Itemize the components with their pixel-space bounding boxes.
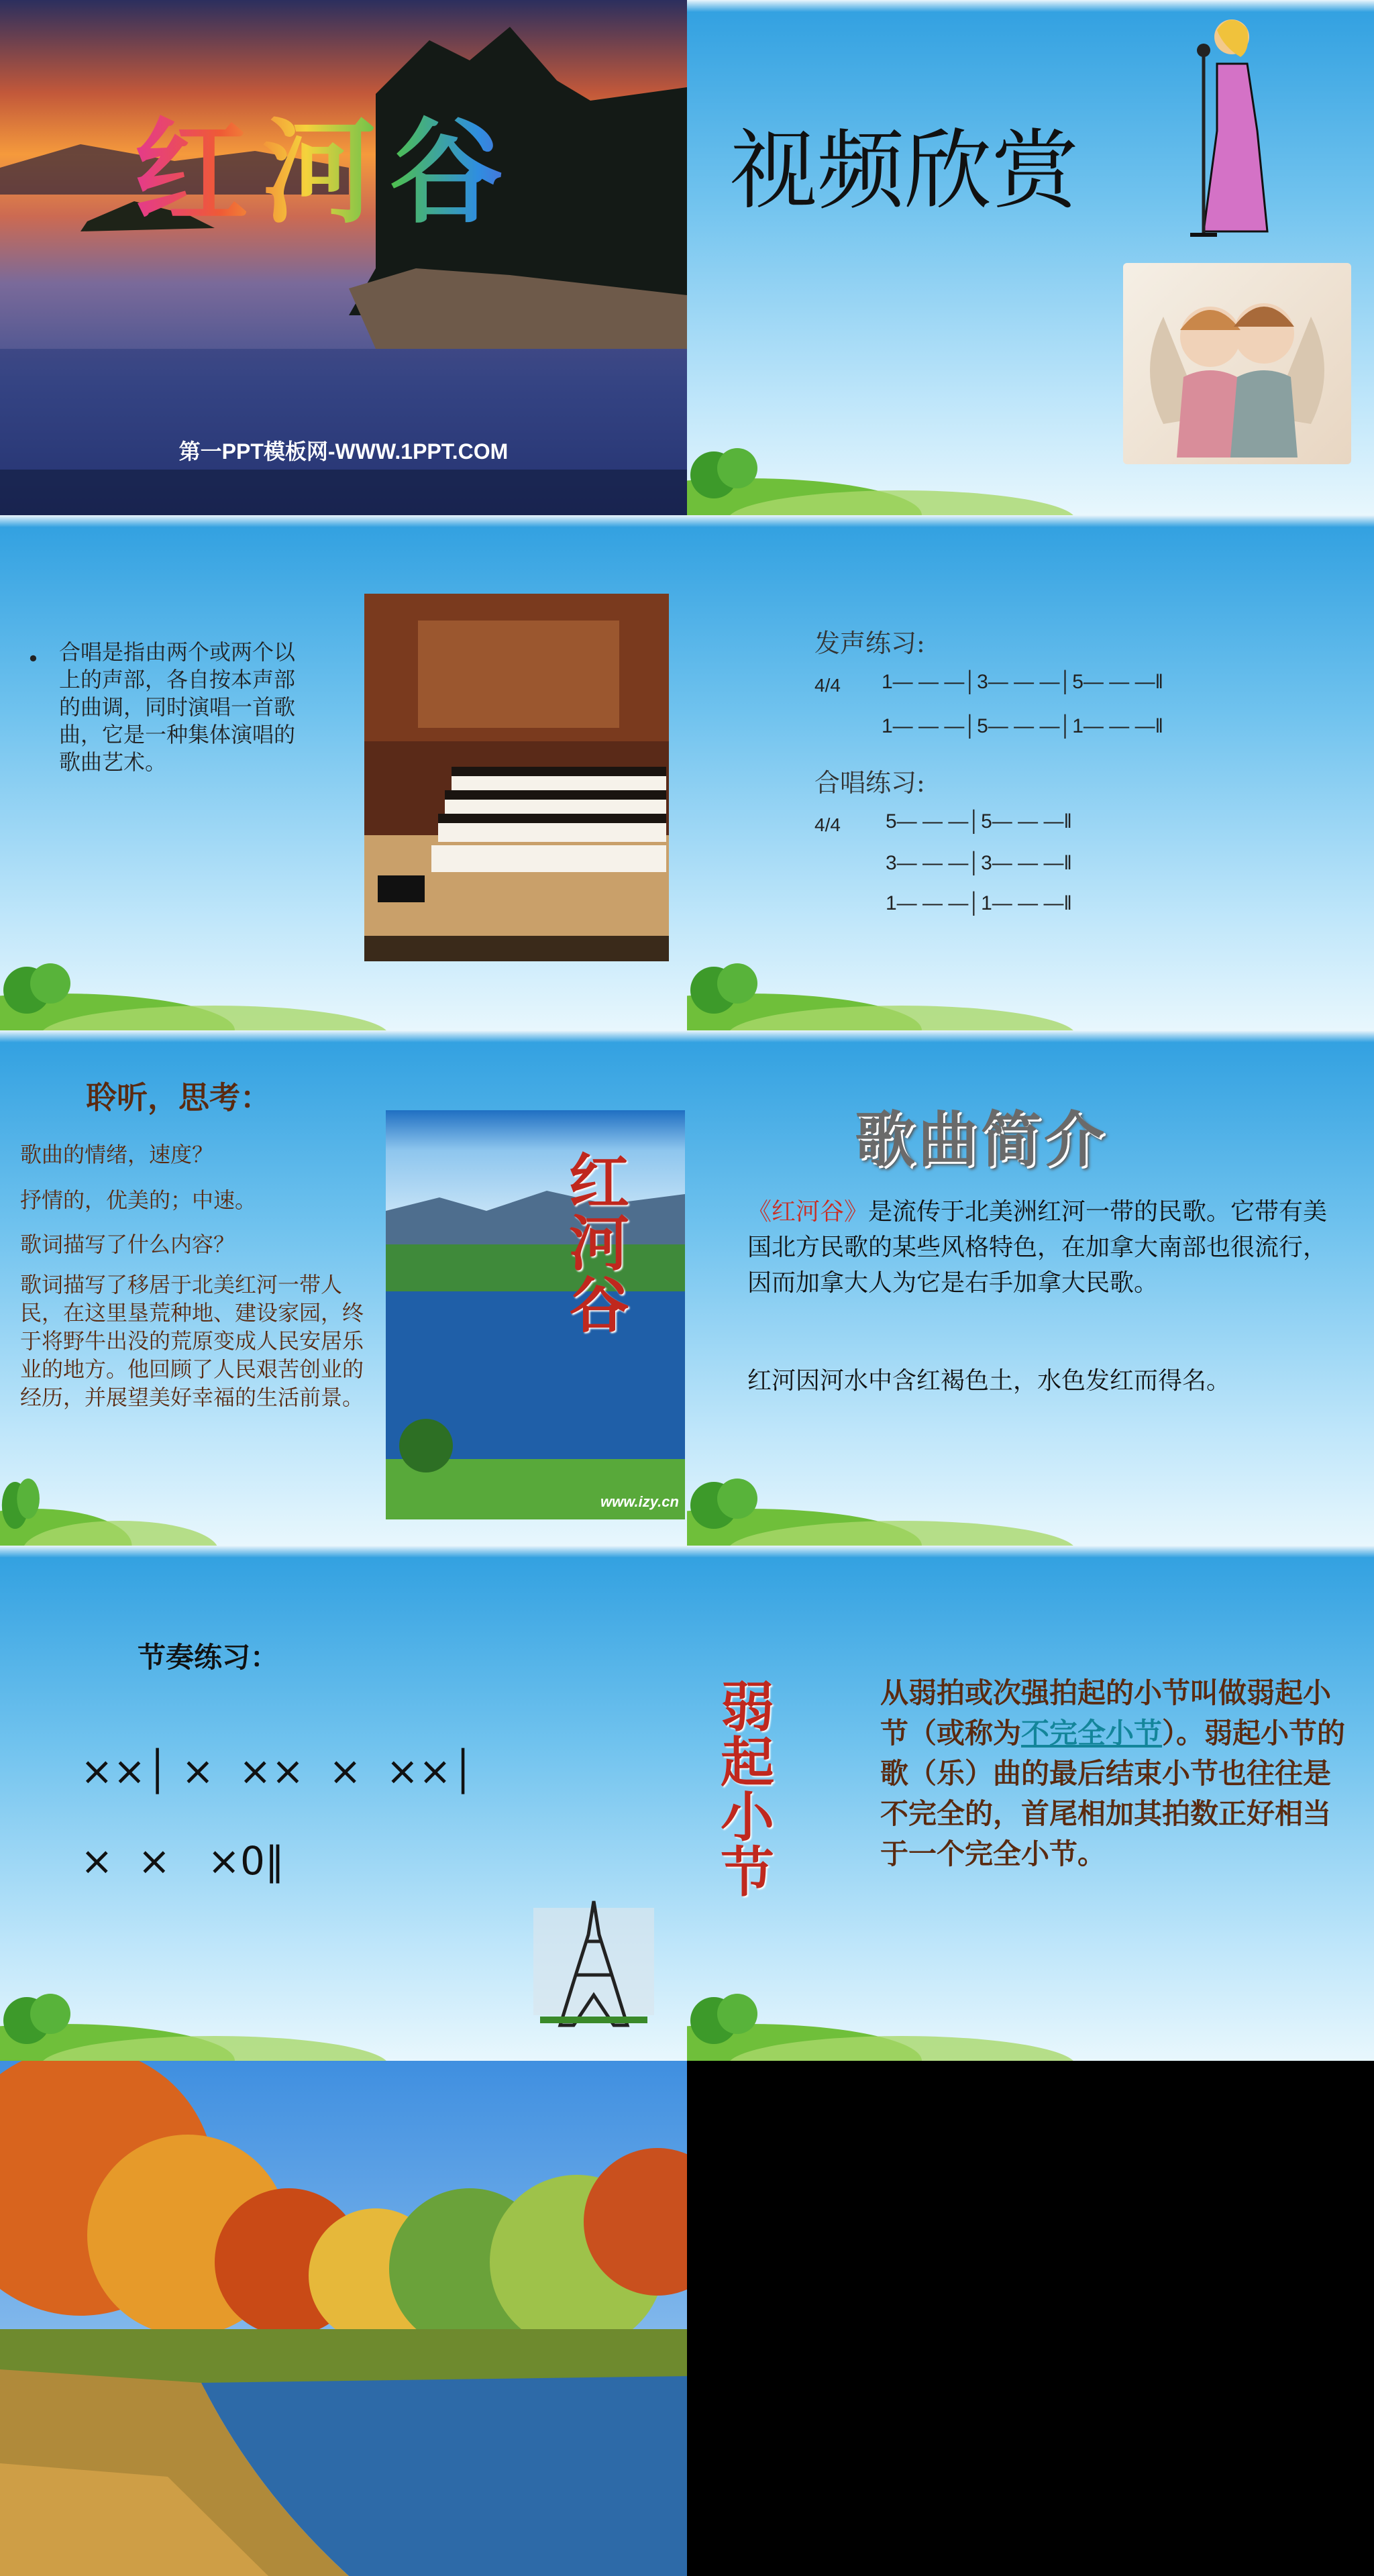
slide-title (0, 0, 687, 515)
slide-title-text: 红河谷 (134, 80, 564, 245)
voice-line-2: 1— — —│5— — —│1— — —‖ (882, 715, 1163, 737)
autumn-river-photo (0, 2061, 687, 2576)
question-1: 歌曲的情绪，速度？ (20, 1142, 214, 1167)
choir-exercise-title: 合唱练习: (814, 768, 925, 798)
definition-bullet-dot: • (27, 646, 40, 672)
song-title-highlight: 《红河谷》 (747, 1198, 869, 1226)
time-signature: 4/4 (814, 814, 841, 835)
slide-heading: 歌曲简介 (855, 1104, 1107, 1175)
answer-1: 抒情的，优美的；中速。 (20, 1187, 257, 1213)
angels-icon (1123, 263, 1351, 464)
meadow-decoration (687, 435, 1374, 515)
voice-line-1: 1— — —│3— — —│5— — —‖ (882, 671, 1163, 693)
choir-line-1: 5— — —│5— — —‖ (886, 810, 1072, 833)
slide-footer-url: 第一PPT模板网-WWW.1PPT.COM (178, 439, 509, 464)
empty-black-area (687, 2061, 1374, 2576)
meadow-decoration (0, 1465, 386, 1546)
intro-paragraph-1 (747, 1194, 1338, 1301)
slide-heading: 视频欣赏 (730, 119, 1079, 221)
definition-text-part-2: ）。弱起小节的歌（乐）曲的最后结束小节也往往是不完全的，首尾相加其拍数正好相当于一个完全小节。 (880, 1717, 1346, 1870)
voice-exercise-title: 发声练习: (814, 629, 925, 658)
definition-text-part-1: 从弱拍或次强拍起的小节叫做弱起小节（或称为 (880, 1676, 1332, 1750)
choir-line-2: 3— — —│3— — —‖ (886, 852, 1072, 874)
intro-paragraph-2: 红河因河水中含红褐色土，水色发红而得名。 (747, 1367, 1231, 1395)
meadow-decoration (687, 1980, 1374, 2061)
slide-rhythm-practice (0, 1546, 687, 2061)
intro-paragraph-1-text: 是流传于北美洲红河一带的民歌。它带有美国北方民歌的某些风格特色，在加拿大南部也很流行，因而加拿大人为它是右手加拿大民歌。 (747, 1198, 1328, 1297)
meadow-decoration (687, 950, 1374, 1030)
rhythm-row-1: ××│ × ×× × ××│ (81, 1748, 475, 1794)
meadow-decoration (0, 1980, 687, 2061)
slide-chorus-definition (0, 515, 687, 1030)
photo-credit: www.izy.cn (600, 1493, 679, 1510)
question-2: 歌词描写了什么内容？ (20, 1232, 235, 1257)
angels-picture (1123, 263, 1351, 464)
time-signature: 4/4 (814, 675, 841, 696)
choir-line-3: 1— — —│1— — —‖ (886, 892, 1072, 914)
photo-title-vertical: 红河谷 (569, 1146, 629, 1341)
anacrusis-definition (880, 1673, 1350, 1874)
slide-anacrusis (687, 1546, 1374, 2061)
rhythm-row-2: × × ×0‖ (81, 1838, 284, 1884)
slide-listen-think (0, 1030, 687, 1546)
incomplete-measure-link[interactable]: 不完全小节 (1021, 1717, 1163, 1750)
meadow-decoration (687, 1465, 1374, 1546)
chorus-hall-photo (364, 594, 669, 961)
slide-video (687, 0, 1374, 515)
singer-illustration (1177, 10, 1284, 238)
slide-song-intro (687, 1030, 1374, 1546)
meadow-decoration (0, 950, 687, 1030)
river-valley-photo (386, 1110, 685, 1519)
slide-heading: 节奏练习： (138, 1641, 279, 1674)
answer-2: 歌词描写了移居于北美红河一带人民，在这里垦荒种地、建设家园，终于将野牛出没的荒原变成人民安居乐业的地方。他回顾了人民艰苦创业的经历，并展望美好幸福的生活前景。 (20, 1272, 364, 1410)
definition-text: 合唱是指由两个或两个以上的声部，各自按本声部的曲调，同时演唱一首歌曲，它是一种集体演唱的歌曲艺术。 (59, 639, 296, 775)
slide-autumn-river (0, 2061, 687, 2576)
side-title-vertical: 弱起小节 (721, 1676, 774, 1904)
slide-vocal-exercises (687, 515, 1374, 1030)
slide-heading: 聆听，思考： (86, 1079, 271, 1116)
